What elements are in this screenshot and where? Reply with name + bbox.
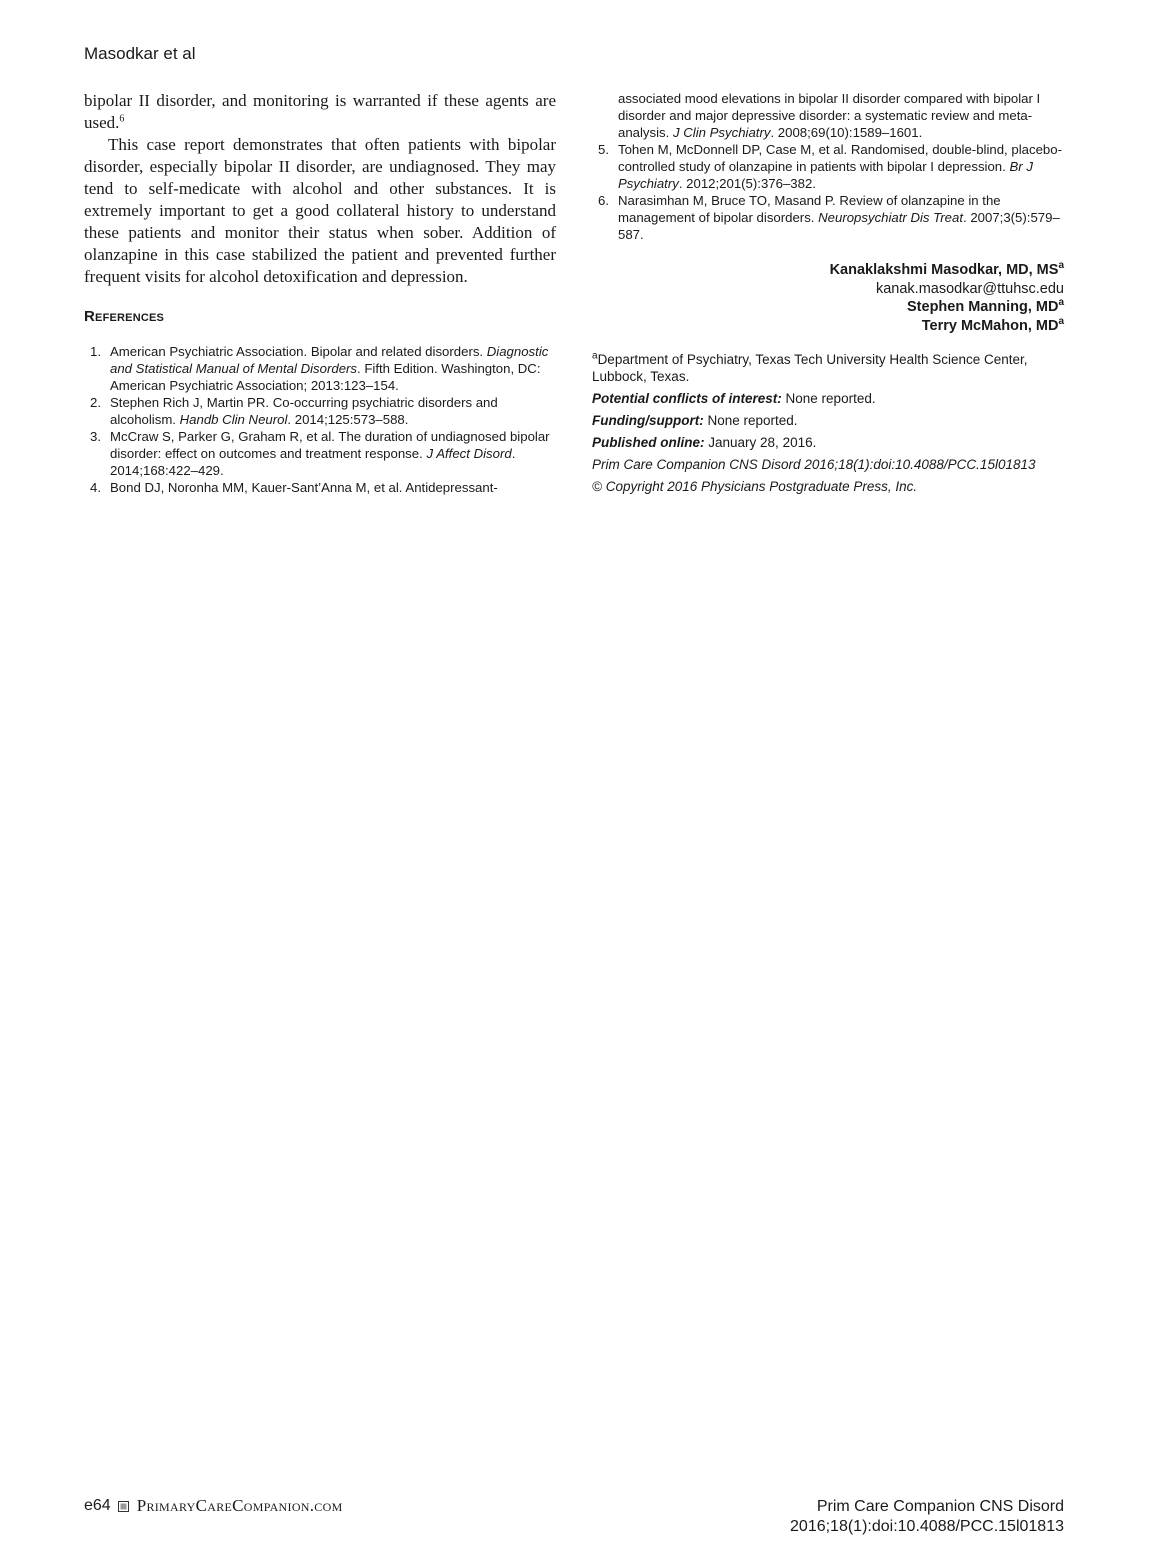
body-paragraph-1: bipolar II disorder, and monitoring is warranted if these agents are used.$^6$ [84, 91, 556, 132]
references-heading: References [84, 308, 165, 325]
reference-item: 3. McCraw S, Parker G, Graham R, et al. The duration of undiagnosed bipolar disorder: effect on outcomes and treatment response. J Affect Disord. 2014;168:422–429. [90, 429, 550, 478]
citation-superscript: 6 [119, 113, 125, 125]
footer-right [790, 1497, 1064, 1537]
body-paragraph-2: This case report demonstrates that often patients with bipolar disorder, especially bipolar II disorder, are undiagnosed. They may tend to self-medicate with alcohol and other substances. It is extremely important to get a good collateral history to understand these patients and monitor their status when sober. Addition of olanzapine in this case stabilized the patient and prevented further frequent visits for alcohol detoxification and depression. [84, 135, 556, 286]
page-number: e64 [84, 1497, 111, 1514]
footer-journal: Prim Care Companion CNS Disord [816, 1498, 1064, 1515]
author-name: Kanaklakshmi Masodkar, MD, $MS^a$ [829, 260, 1064, 278]
author-name: Terry McMahon, $MD^a$ [921, 315, 1064, 334]
right-column [592, 90, 1064, 495]
references-list [84, 343, 556, 496]
author-block [592, 261, 1064, 335]
affiliation: $^a$Department of Psychiatry, Texas Tech University Health Science Center, Lubbock, Texas. [592, 350, 1028, 384]
copyright-line: © Copyright 2016 Physicians Postgraduate Press, Inc. [592, 479, 918, 494]
reference-item: 6. Narasimhan M, Bruce TO, Masand P. Review of olanzapine in the management of bipolar disorders. Neuropsychiatr Dis Treat. 2007;3(5):579–587. [598, 193, 1060, 242]
reference-continuation: associated mood elevations in bipolar II disorder compared with bipolar I disorder and major depressive disorder: a systematic review and meta-analysis. J Clin Psychiatry. 2008;69(10):1589–1601. [618, 91, 1041, 140]
reference-item: 5. Tohen M, McDonnell DP, Case M, et al. Randomised, double-blind, placebo-controlled study of olanzapine in patients with bipolar I depression. Br J Psychiatry. 2012;201(5):376–382. [598, 142, 1062, 191]
funding-support: Funding/support: None reported. [592, 413, 798, 428]
conflicts-of-interest: Potential conflicts of interest: None reported. [592, 391, 876, 406]
citation-line: Prim Care Companion CNS Disord 2016;18(1):doi:10.4088/PCC.15l01813 [592, 457, 1036, 472]
left-column [84, 90, 556, 496]
running-head: Masodkar et al [84, 44, 196, 63]
footer-left [84, 1496, 343, 1516]
reference-item: 2. Stephen Rich J, Martin PR. Co-occurring psychiatric disorders and alcoholism. Handb Clin Neurol. 2014;125:573–588. [90, 395, 498, 427]
reference-item: 4. Bond DJ, Noronha MM, Kauer-Sant’Anna M, et al. Antidepressant- [90, 480, 498, 495]
footer-doi: 2016;18(1):doi:10.4088/PCC.15l01813 [790, 1518, 1064, 1535]
author-email[interactable]: kanak.masodkar@ttuhsc.edu [875, 280, 1064, 297]
square-bullet-icon [118, 1501, 129, 1512]
site-link[interactable]: PrimaryCareCompanion.com [136, 1496, 343, 1515]
reference-item: 1. American Psychiatric Association. Bipolar and related disorders. Diagnostic and Statistical Manual of Mental Disorders. Fifth Edition. Washington, DC: American Psychiatric Association; 2013:123–154. [90, 344, 549, 393]
published-online: Published online: January 28, 2016. [592, 435, 817, 450]
references-list-continued [592, 90, 1064, 243]
author-name: Stephen Manning, $MD^a$ [907, 297, 1064, 315]
